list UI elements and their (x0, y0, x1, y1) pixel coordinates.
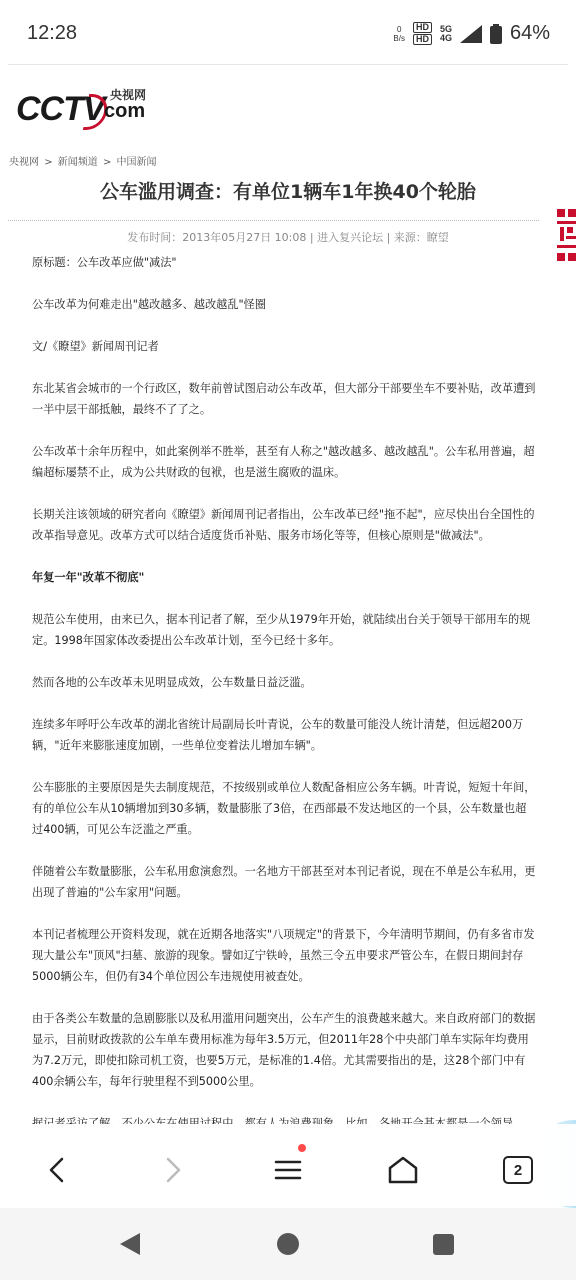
article-body (32, 252, 537, 1118)
system-nav-bar (0, 1208, 576, 1280)
signal-icon (460, 25, 482, 43)
tab-count: 2 (503, 1156, 533, 1184)
menu-icon (274, 1158, 302, 1182)
paragraph: 公车改革十余年历程中，如此案例举不胜举，甚至有人称之"越改越多、越改越乱"。公车私用普遍，超编超标屡禁不止，成为公共财政的包袱，也是滋生腐败的温床。 (32, 445, 535, 479)
battery-icon (490, 24, 502, 44)
menu-button[interactable] (268, 1150, 308, 1190)
hd-icon: HD (413, 34, 432, 45)
paragraph: 由于各类公车数量的急剧膨胀以及私用滥用问题突出，公车产生的浪费越来越大。来自政府部门的数据显示，目前财政拨款的公车单车费用标准为每年3.5万元，但2011年28个中央部门单车实际年均费用为7.2万元，即使扣除司机工资，也要5万元，是标准的1.4倍。尤其需要指出的是，这28个部门中有400余辆公车，每年行驶里程不到5000公里。 (32, 1012, 536, 1088)
forward-button[interactable] (153, 1150, 193, 1190)
paragraph: 伴随着公车数量膨胀，公车私用愈演愈烈。一名地方干部甚至对本刊记者说，现在不单是公车私用，更出现了普遍的"公车家用"问题。 (32, 865, 536, 899)
breadcrumb-home[interactable]: 央视网 (9, 157, 39, 168)
divider (8, 64, 568, 65)
logo-domain: com (104, 100, 146, 122)
status-icons (393, 22, 550, 45)
paragraph: 公车膨胀的主要原因是失去制度规范，不按级别或单位人数配备相应公务车辆。叶青说，短短十年间，有的单位公车从10辆增加到30多辆，数量膨胀了3倍，在西部最不发达地区的一个县，公车数量也超过400辆，可见公车泛滥之严重。 (32, 781, 536, 836)
nav-home-icon[interactable] (276, 1232, 300, 1256)
hd-icons (413, 22, 432, 45)
back-button[interactable] (37, 1150, 77, 1190)
hd-icon: HD (413, 22, 432, 33)
title-divider (8, 220, 539, 221)
paragraph: 连续多年呼吁公车改革的湖北省统计局副局长叶青说，公车的数量可能没人统计清楚，但远超200万辆，"近年来膨胀速度加剧，一些单位变着法儿增加车辆"。 (32, 718, 524, 752)
paragraph: 原标题：公车改革应做"减法" (32, 256, 177, 269)
paragraph: 长期关注该领域的研究者向《瞭望》新闻周刊记者指出，公车改革已经"拖不起"，应尽快出台全国性的改革指导意见。改革方式可以结合适度货币补贴、服务市场化等等，但核心原则是"做减法"。 (32, 508, 535, 542)
logo-chinese: 央视网 (110, 88, 147, 102)
breadcrumb: 央视网 > 新闻频道 > 中国新闻 (9, 157, 157, 168)
paragraph: 公车改革为何难走出"越改越多、越改越乱"怪圈 (32, 298, 267, 311)
cctv-logo[interactable] (16, 80, 156, 132)
clock: 12:28 (27, 22, 78, 44)
home-button[interactable] (383, 1150, 423, 1190)
forward-arrow-icon (163, 1156, 183, 1184)
breadcrumb-news[interactable]: 新闻频道 (57, 157, 98, 168)
home-icon (387, 1155, 419, 1185)
paragraph: 文/《瞭望》新闻周刊记者 (32, 340, 159, 353)
article-title: 公车滥用调查：有单位1辆车1年换40个轮胎 (100, 181, 476, 203)
back-arrow-icon (47, 1156, 67, 1184)
qr-code-icon[interactable] (557, 209, 576, 265)
network-speed: 0 B/s (393, 24, 405, 43)
paragraph: 本刊记者梳理公开资料发现，就在近期各地落实"八项规定"的背景下，今年清明节期间，仍有多省市发现大量公车"顶风"扫墓、旅游的现象。譬如辽宁铁岭，虽然三令五申要求严管公车，在假日期间封存5000辆公车，但仍有34个单位因公车违规使用被查处。 (32, 928, 535, 983)
nav-recents-icon[interactable] (432, 1233, 456, 1257)
section-heading: 年复一年"改革不彻底" (32, 571, 145, 584)
notification-dot (298, 1144, 306, 1152)
browser-toolbar (0, 1124, 576, 1206)
article-meta: 发布时间：2013年05月27日 10:08 | 进入复兴论坛 | 来源：瞭望 (127, 231, 449, 244)
battery-percentage: 64% (509, 22, 550, 44)
tabs-button[interactable] (498, 1150, 538, 1190)
paragraph: 然而各地的公车改革未见明显成效，公车数量日益泛滥。 (32, 676, 312, 689)
network-type: 5G 4G (439, 23, 452, 43)
paragraph: 规范公车使用，由来已久，据本刊记者了解，至少从1979年开始，就陆续出台关于领导干部用车的规定。1998年国家体改委提出公车改革计划，至今已经十多年。 (32, 613, 531, 647)
breadcrumb-china-news[interactable]: 中国新闻 (116, 157, 157, 168)
paragraph: 东北某省会城市的一个行政区，数年前曾试图启动公车改革，但大部分干部要坐车不要补贴，改革遭到一半中层干部抵触，最终不了了之。 (32, 382, 536, 416)
logo-cctv: CCTV (16, 90, 105, 128)
status-bar (0, 0, 576, 68)
nav-back-icon[interactable] (118, 1232, 142, 1256)
